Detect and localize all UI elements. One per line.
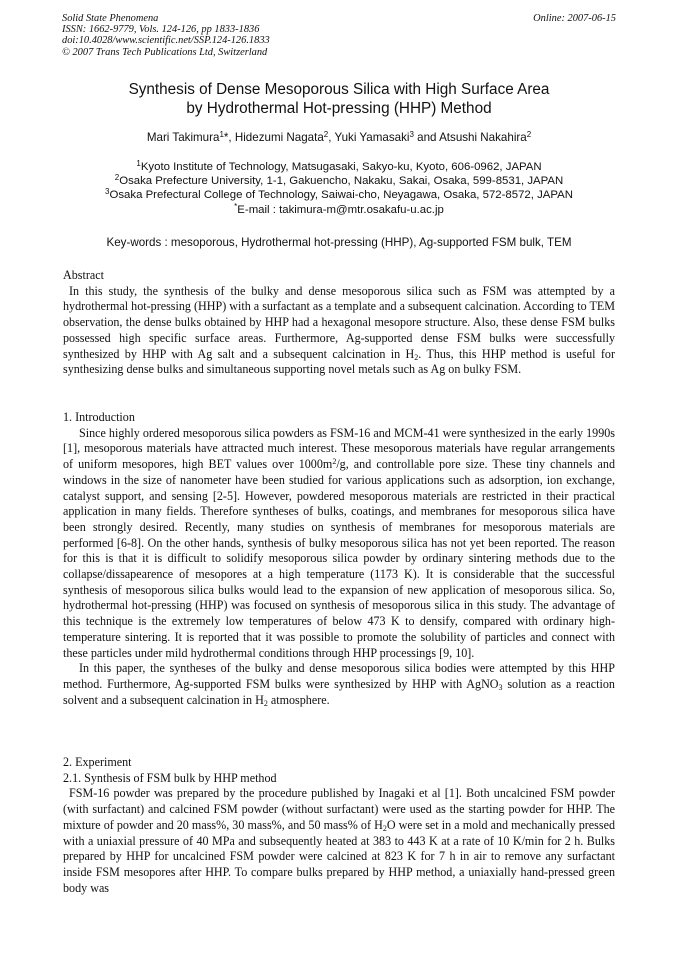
affiliation-1	[40, 160, 638, 174]
affiliation-number: 1	[136, 159, 141, 168]
paragraph-text: Since highly ordered mesoporous silica powders as FSM-16 and MCM-41 were synthesized in the early 1990s [1], mesoporous materials have attracted much interest. These mesoporous materials have regular arrangements of uniform mesopores, high BET values over 1000m	[63, 425, 615, 472]
author-separator: and	[413, 131, 440, 144]
abstract-text-part: . Thus, this HHP method is useful for synthesizing dense bulks and simultaneous supporting novel metals such as Ag on bulky FSM.	[63, 346, 615, 377]
affiliation-3	[40, 188, 638, 202]
paper-title	[40, 80, 638, 118]
paragraph	[63, 661, 615, 708]
affiliation-number: 3	[105, 187, 110, 197]
author-name: Hidezumi Nagata	[234, 131, 324, 144]
email-mark: *	[234, 201, 238, 211]
affiliation-mark: 1	[219, 130, 224, 139]
issn-line: ISSN: 1662-9779, Vols. 124-126, pp 1833-1836	[62, 24, 260, 36]
affiliation-2	[40, 174, 638, 188]
affiliation-text: Osaka Prefectural College of Technology, Saiwai-cho, Neyagawa, Osaka, 572-8572, JAPAN	[109, 189, 573, 202]
subscript: 2	[382, 823, 387, 833]
keywords: Key-words : mesoporous, Hydrothermal hot-pressing (HHP), Ag-supported FSM bulk, TEM	[106, 236, 572, 249]
abstract-section	[63, 268, 615, 378]
author-name: Mari Takimura	[146, 131, 220, 144]
section-heading: 2. Experiment	[63, 755, 132, 769]
abstract-heading: Abstract	[63, 268, 104, 282]
affiliation-mark: 3	[409, 130, 414, 139]
abstract-text-part: In this study, the synthesis of the bulky and dense mesoporous silica such as FSM was attempted by a hydrothermal hot-pressing (HHP) with a surfactant as a template and a subsequent calcination. According to TEM observation, the dense bulks obtained by HHP had a hexagonal mesopore structure. Also, these dense FSM bulks possessed high specific surface areas. Furthermore, Ag-supported dense FSM bulks were successfully synthesized by HHP with Ag salt and a subsequent calcination in H	[63, 283, 615, 361]
abstract-text	[63, 284, 615, 378]
email-text: E-mail : takimura-m@mtr.osakafu-u.ac.jp	[237, 203, 444, 216]
affiliation-text: Kyoto Institute of Technology, Matsugasaki, Sakyo-ku, Kyoto, 606-0962, JAPAN	[140, 161, 542, 173]
subsection-heading: 2.1. Synthesis of FSM bulk by HHP method	[63, 770, 277, 785]
experiment-section	[63, 755, 615, 896]
paragraph-text: solution as a reaction solvent and a subsequent calcination in H	[63, 676, 615, 707]
paragraph-text: /g, and controllable pore size. These tiny channels and windows in the size of nanometer have been studied for various applications such as adsorption, ion exchange, catalyst support, and sensing [2-5]. However, powdered mesoporous materials are restricted in their practical application in many fields. Therefore syntheses of bulks, coatings, and membranes for mesoporous silica have been strongly desired. Recently, many studies on synthesis of membranes for mesoporous materials are performed [6-8]. On the other hands, synthesis of bulky mesoporous silica has not yet been reported. The reason for this is that it is difficult to solidify mesoporous silica powder by ordinary sintering methods due to the collapse/dissapearence of mesopores at a high temperature (1173 K). It is considerable that the successful synthesis of mesoporous silica bulks would lead to the expansion of new application of mesoporous silica. So, hydrothermal hot-pressing (HHP) was focused on synthesis of mesoporous silica in this study. The advantage of this technique is the extremely low temperatures of below 473 K to densify, compared with ordinary high-temperature sintering. It is reported that it was possible to promote the solubility of particles and connect with these particles under mild hydrothermal conditions through HHP processings [9, 10].	[63, 457, 615, 660]
paragraph-text: In this paper, the syntheses of the bulky and dense mesoporous silica bodies were attempted by this HHP method. Furthermore, Ag-supported FSM bulks were synthesized by HHP with AgNO	[63, 661, 615, 691]
paragraph-text: atmosphere.	[267, 692, 330, 707]
author-name: Atsushi Nakahira	[439, 131, 527, 144]
corresponding-mark: *,	[223, 131, 235, 144]
author-name: Yuki Yamasaki	[334, 131, 410, 144]
subscript: 2	[414, 352, 419, 362]
paragraph-text: O were set in a mold and mechanically pressed with a uniaxial pressure of 40 MPa and subsequently heated at 383 to 443 K at a rate of 10 K/min for 2 h. Bulks prepared by HHP for uncalcined FSM powder were calcined at 823 K for 7 h in air to remove any surfactant inside FSM mesopores after HHP. To compare bulks prepared by HHP method, a uniaxially hand-pressed green body was	[63, 817, 616, 895]
doi-line: doi:10.4028/www.scientific.net/SSP.124-126.1833	[62, 35, 270, 47]
superscript: 2	[332, 457, 337, 467]
affiliation-mark: 2	[526, 130, 532, 139]
journal-header	[62, 13, 616, 58]
email-line	[40, 203, 638, 217]
online-date: Online: 2007-06-15	[533, 13, 616, 24]
affiliation-text: Osaka Prefecture University, 1-1, Gakuencho, Nakaku, Sakai, Osaka, 599-8531, JAPAN	[119, 175, 564, 188]
journal-name: Solid State Phenomena	[62, 13, 159, 24]
author-list	[40, 131, 638, 145]
subscript: 3	[498, 682, 503, 692]
introduction-section	[63, 410, 615, 708]
affiliation-mark: 2	[323, 130, 329, 139]
author-separator: ,	[328, 131, 335, 144]
title-line-2: by Hydrothermal Hot-pressing (HHP) Method	[186, 100, 492, 117]
subscript: 2	[263, 698, 268, 708]
paragraph	[63, 426, 615, 662]
affiliation-number: 2	[114, 173, 120, 183]
paragraph-text: FSM-16 powder was prepared by the procedure published by Inagaki et al [1]. Both uncalcined FSM powder (with surfactant) and calcined FSM powder (without surfactant) were used as the starting powder for HHP. The mixture of powder and 20 mass%, 30 mass%, and 50 mass% of H	[63, 786, 615, 832]
affiliation-list	[40, 160, 638, 217]
paragraph	[63, 786, 615, 896]
title-line-1: Synthesis of Dense Mesoporous Silica with High Surface Area	[128, 81, 550, 98]
copyright-line: © 2007 Trans Tech Publications Ltd, Switzerland	[62, 46, 268, 58]
section-heading: 1. Introduction	[63, 410, 135, 424]
